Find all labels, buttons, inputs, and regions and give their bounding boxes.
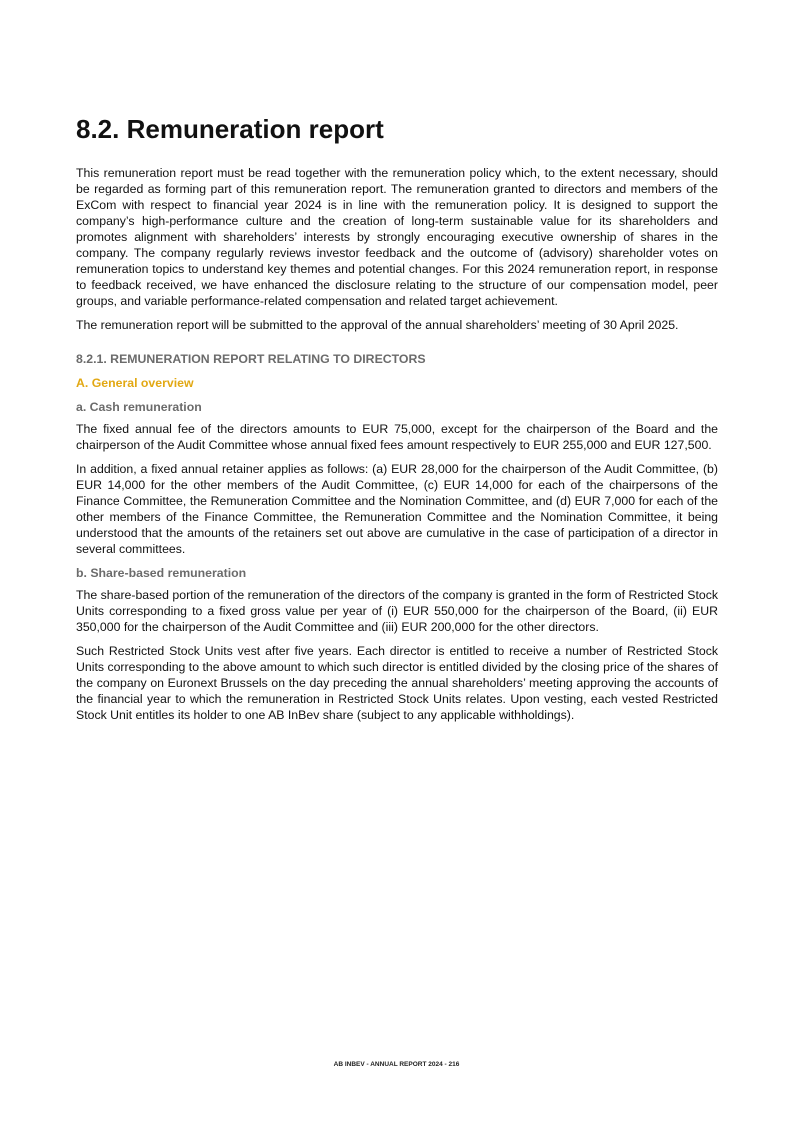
- page-footer: AB INBEV - ANNUAL REPORT 2024 - 216: [333, 1061, 460, 1068]
- report-page: [76, 113, 718, 731]
- general-overview-heading: A. General overview: [76, 376, 194, 390]
- cash-fixed-fee-paragraph: The fixed annual fee of the directors amounts to EUR 75,000, except for the chairperson of the Board and the chairperson of the Audit Committee whose annual fixed fees amount respectively to EUR 255,000 and EUR 127,500.: [76, 422, 718, 452]
- cash-remuneration-heading: a. Cash remuneration: [76, 400, 202, 414]
- share-rsu-paragraph: The share-based portion of the remuneration of the directors of the company is granted in the form of Restricted Stock Units corresponding to a fixed gross value per year of (i) EUR 550,000 for the chairperson of the Board, (ii) EUR 350,000 for the chairperson of the Audit Committee and (iii) EUR 200,000 for the other directors.: [76, 588, 718, 634]
- page-title: 8.2. Remuneration report: [76, 114, 384, 144]
- intro-paragraph: This remuneration report must be read together with the remuneration policy which, to the extent necessary, should be regarded as forming part of this remuneration report. The remuneration granted to directors and members of the ExCom with respect to financial year 2024 is in line with the remuneration policy. It is designed to support the company’s high-performance culture and the creation of long-term sustainable value for its shareholders and promotes alignment with shareholders’ interests by strongly encouraging executive ownership of shares in the company. The company regularly reviews investor feedback and the outcome of (advisory) shareholder votes on remuneration topics to understand key themes and potential changes. For this 2024 remuneration report, in response to feedback received, we have enhanced the disclosure relating to the structure of our compensation model, peer groups, and variable performance-related compensation and related target achievement.: [76, 166, 718, 308]
- cash-retainer-paragraph: In addition, a fixed annual retainer applies as follows: (a) EUR 28,000 for the chairperson of the Audit Committee, (b) EUR 14,000 for the other members of the Audit Committee, (c) EUR 14,000 for each of the chairpersons of the Finance Committee, the Remuneration Committee and the Nomination Committee, and (d) EUR 7,000 for each of the other members of the Finance Committee, the Remuneration Committee and the Nomination Committee, it being understood that the amounts of the retainers set out above are cumulative in the case of participation of a director in several committees.: [76, 462, 718, 556]
- submission-paragraph: The remuneration report will be submitted to the approval of the annual shareholders’ meeting of 30 April 2025.: [76, 318, 679, 332]
- share-vesting-paragraph: Such Restricted Stock Units vest after five years. Each director is entitled to receive a number of Restricted Stock Units corresponding to the above amount to which such director is entitled divided by the closing price of the shares of the company on Euronext Brussels on the day preceding the annual shareholders’ meeting approving the accounts of the financial year to which the remuneration in Restricted Stock Units relates. Upon vesting, each vested Restricted Stock Unit entitles its holder to one AB InBev share (subject to any applicable withholdings).: [76, 644, 718, 722]
- section-heading: 8.2.1. REMUNERATION REPORT RELATING TO DIRECTORS: [76, 352, 426, 366]
- share-remuneration-heading: b. Share-based remuneration: [76, 566, 247, 580]
